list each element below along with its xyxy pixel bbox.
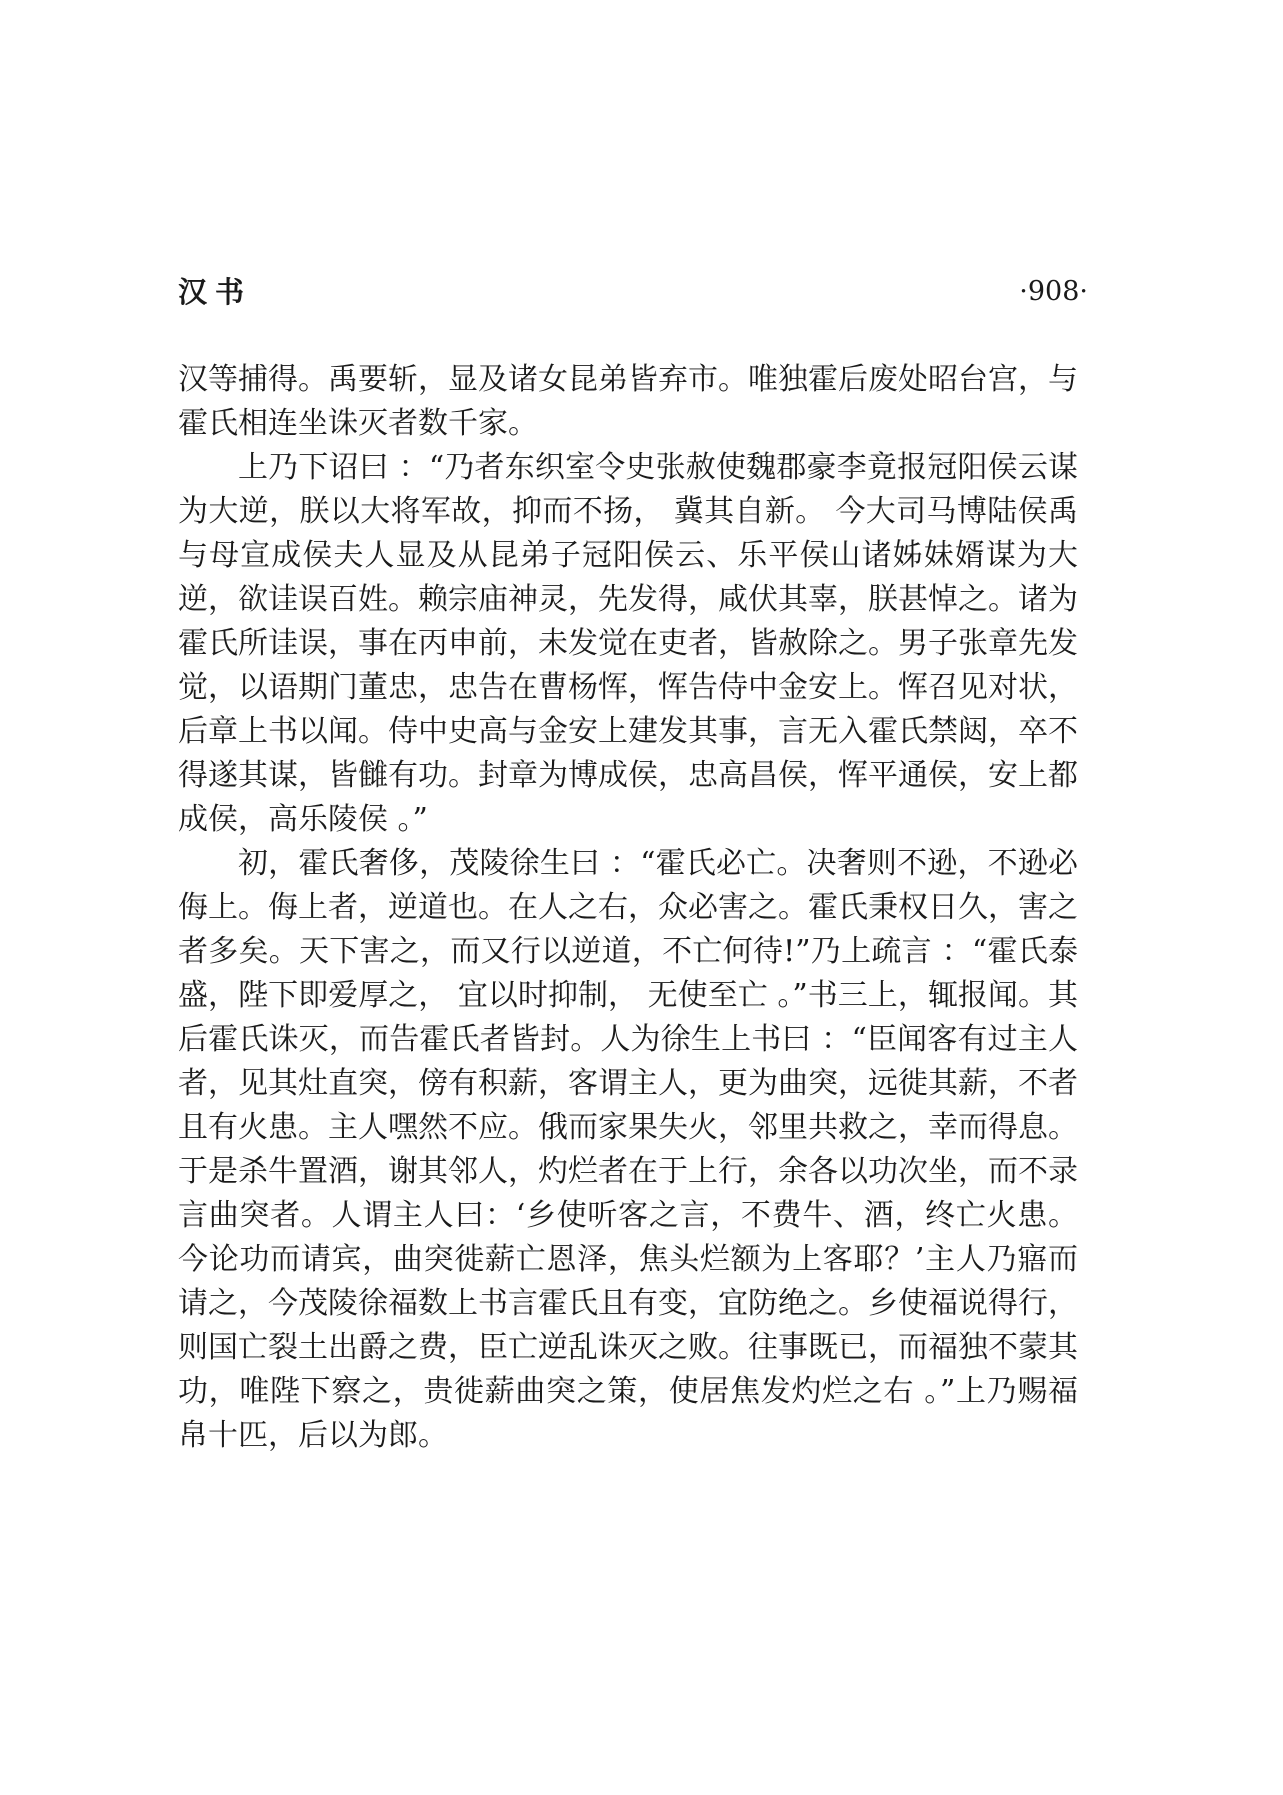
paragraph-continued: 汉等捕得。禹要斩，显及诸女昆弟皆弃市。唯独霍后废处昭台宫，与霍氏相连坐诛灭者数千家。 (178, 362, 1078, 441)
running-header (178, 270, 1088, 314)
paragraph-imperial-edict: 上乃下诏曰 ：“乃者东织室令史张赦使魏郡豪李竟报冠阳侯云谋为大逆，朕以大将军故，抑而不扬， 冀其自新。 今大司马博陆侯禹与母宣成侯夫人显及从昆弟子冠阳侯云、乐平侯山诸姊妹婿谋为大逆，欲诖误百姓。赖宗庙神灵，先发得，咸伏其辜，朕甚悼之。诸为霍氏所诖误，事在丙申前，未发觉在吏者，皆赦除之。男子张章先发觉，以语期门董忠，忠告在曹杨恽，恽告侍中金安上。恽召见对状，后章上书以闻。侍中史高与金安上建发其事，言无入霍氏禁闼，卒不得遂其谋，皆雠有功。封章为博成侯，忠高昌侯，恽平通侯，安上都成侯，高乐陵侯 。” (178, 450, 1078, 837)
page-number: ·908· (1019, 276, 1088, 307)
book-title: 汉书 (178, 275, 253, 309)
body-text (178, 358, 1078, 1458)
paragraph-xu-sheng: 初，霍氏奢侈，茂陵徐生曰 ：“霍氏必亡。决奢则不逊，不逊必侮上。侮上者，逆道也。在人之右，众必害之。霍氏秉权日久，害之者多矣。天下害之，而又行以逆道，不亡何待!”乃上疏言 ：“霍氏泰盛，陛下即爱厚之， 宜以时抑制， 无使至亡 。”书三上，辄报闻。其后霍氏诛灭，而告霍氏者皆封。人为徐生上书曰 ：“臣闻客有过主人者，见其灶直突，傍有积薪，客谓主人，更为曲突，远徙其薪，不者且有火患。主人嘿然不应。俄而家果失火，邻里共救之，幸而得息。于是杀牛置酒，谢其邻人，灼烂者在于上行，余各以功次坐，而不录言曲突者。人谓主人曰：‘乡使听客之言，不费牛、酒，终亡火患。今论功而请宾，曲突徙薪亡恩泽，焦头烂额为上客耶？’主人乃寤而请之，今茂陵徐福数上书言霍氏且有变，宜防绝之。乡使福说得行，则国亡裂土出爵之费，臣亡逆乱诛灭之败。往事既已，而福独不蒙其功，唯陛下察之，贵徙薪曲突之策，使居焦发灼烂之右 。”上乃赐福帛十匹，后以为郎。 (178, 846, 1078, 1453)
